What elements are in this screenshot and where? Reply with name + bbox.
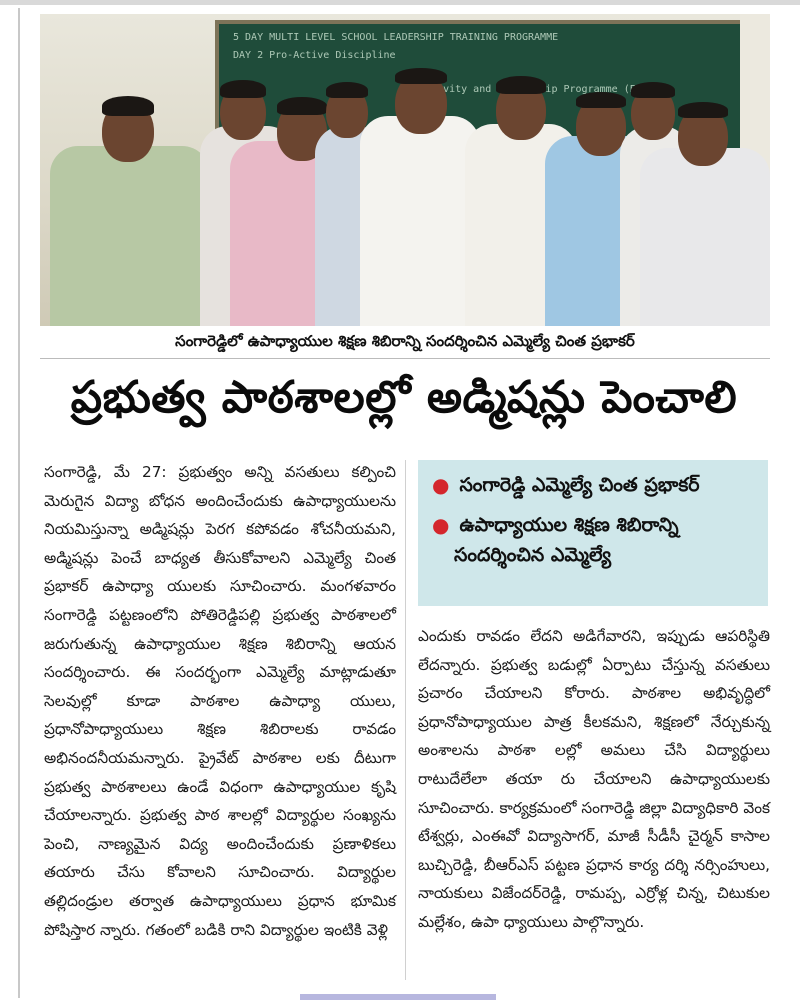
highlight-text-1: సంగారెడ్డి ఎమ్మెల్యే చింత ప్రభాకర్ <box>459 474 700 496</box>
highlight-item-2 <box>432 510 758 540</box>
board-text-line-1: 5 DAY MULTI LEVEL SCHOOL LEADERSHIP TRAINING PROGRAMME <box>233 32 559 43</box>
column-divider <box>405 460 406 980</box>
photo-caption: సంగారెడ్డిలో ఉపాధ్యాయుల శిక్షణ శిబిరాన్ని సందర్శించిన ఎమ్మెల్యే చింత ప్రభాకర్ <box>40 328 770 359</box>
bullet-icon: ● <box>432 513 450 537</box>
bullet-icon: ● <box>432 473 450 497</box>
article-column-right <box>418 622 770 937</box>
headline: ప్రభుత్వ పాఠశాలల్లో అడ్మిషన్లు పెంచాలి <box>70 372 738 423</box>
person-9 <box>630 86 770 326</box>
highlight-text-2a: ఉపాధ్యాయుల శిక్షణ శిబిరాన్ని <box>459 514 679 536</box>
left-margin-rule <box>18 8 20 998</box>
footer-rule <box>300 994 496 1000</box>
news-photo <box>40 14 770 326</box>
highlight-item-1 <box>432 470 758 500</box>
top-rule <box>0 0 800 5</box>
board-text-line-2: DAY 2 Pro-Active Discipline <box>233 50 396 61</box>
article-column-left <box>44 458 396 944</box>
board-text-line-3: and Programme <box>473 84 618 95</box>
highlight-text-2b: సందర్శించిన ఎమ్మెల్యే <box>454 544 612 566</box>
article-paragraph-left: సంగారెడ్డి, మే 27: ప్రభుత్వం అన్ని వసతులు కల్పించి మెరుగైన విద్యా బోధన అందించేందుకు ఉపాధ్యాయులను నియమిస్తున్నా అడ్మిషన్లు పెరగ కపోవడం శోచనీయమని, అడ్మిషన్లు పెంచే బాధ్యత తీసుకోవాలని ఎమ్మెల్యే చింత ప్రభాకర్ ఉపాధ్యా యులకు సూచించారు. మంగళవారం సంగారెడ్డి పట్టణంలోని పోతిరెడ్డిపల్లి ప్రభుత్వ పాఠశాలలో జరుగుతున్న ఉపాధ్యాయుల శిక్షణ శిబిరాన్ని ఆయన సందర్శించారు. ఈ సందర్భంగా ఎమ్మెల్యే మాట్లాడుతూ సెలవుల్లో కూడా పాఠశాల ఉపాధ్యా యులు, ప్రధానోపాధ్యాయులు శిక్షణ శిబిరాలకు రావడం అభినందనీయమన్నారు. ప్రైవేట్ పాఠశాల లకు దీటుగా ప్రభుత్వ పాఠశాలలు ఉండే విధంగా ఉపాధ్యాయుల కృషి చేయాలన్నారు. ప్రభుత్వ పాఠ శాలల్లో విద్యార్థుల సంఖ్యను పెంచి, నాణ్యమైన విద్య అందించేందుకు ప్రణాళికలు తయారు చేసు కోవాలని సూచించారు. విద్యార్థుల తల్లిదండ్రుల తర్వాత ఉపాధ్యాయులు ప్రధాన భూమిక పోషిస్తార న్నారు. గతంలో బడికి రాని విద్యార్థుల ఇంటికి వెళ్లి <box>44 463 396 939</box>
article-paragraph-right: ఎందుకు రావడం లేదని అడిగేవారని, ఇప్పుడు ఆపరిస్థితి లేదన్నారు. ప్రభుత్వ బడుల్లో ఏర్పాటు చేస్తున్న వసతులు ప్రచారం చేయాలని కోరారు. పాఠశాల అభివృద్ధిలో ప్రధానోపాధ్యాయుల పాత్ర కీలకమని, శిక్షణలో నేర్చుకున్న అంశాలను పాఠశా లల్లో అమలు చేసి విద్యార్థులు రాటుదేలేలా తయా రు చేయాలని ఉపాధ్యాయులకు సూచించారు. కార్యక్రమంలో సంగారెడ్డి జిల్లా విద్యాధికారి వెంక టేశ్వర్లు, ఎంఈవో విద్యాసాగర్, మాజీ సీడీసీ చైర్మన్ కాసాల బుచ్చిరెడ్డి, బీఆర్ఎస్ పట్టణ ప్రధాన కార్య దర్శి నర్సింహులు, నాయకులు విజేందర్‌రెడ్డి, రామప్ప, ఎర్రోళ్ల చిన్న, చిటుకుల మల్లేశం, ఉపా ధ్యాయులు పాల్గొన్నారు. <box>418 627 770 931</box>
highlight-box <box>418 460 768 606</box>
